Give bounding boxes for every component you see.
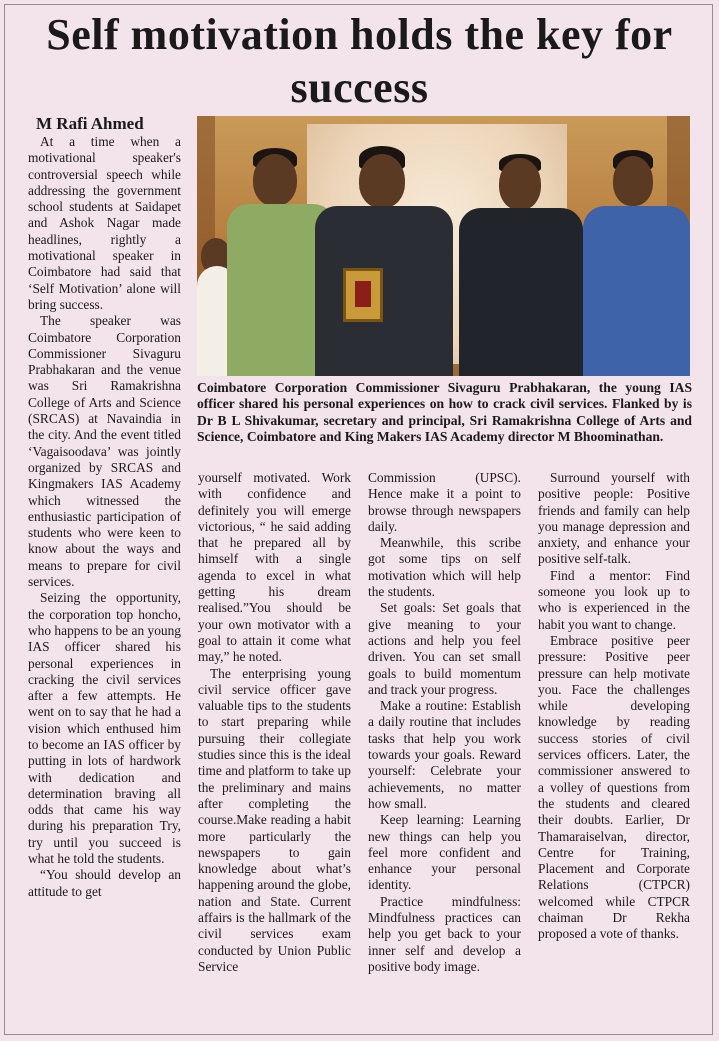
- headline: Self motivation holds the key for success: [46, 10, 673, 112]
- paragraph: yourself motivated. Work with confidence and definitely you will emerge victorious, “ he said adding that he prepared all by himself with a single agenda to excel in what getting his dream realised.”You should be your own motivator with a goal to attain it come what may,” he noted.: [198, 470, 351, 665]
- paragraph: “You should develop an attitude to get: [28, 867, 181, 899]
- article-column-4: [538, 470, 690, 943]
- article-column-2: [198, 470, 351, 975]
- paragraph: Find a mentor: Find someone you look up to who is experienced in the habit you want to change.: [538, 567, 690, 632]
- event-photo: [197, 116, 690, 376]
- paragraph: Seizing the opportunity, the corporation top honcho, who happens to be an young IAS officer shared his personal experiences in cracking the civil services after a few attempts. He went on to say that he had a vision which enthused him to become an IAS officer by putting in lots of hardwork with dedication and determination braving all odds that came his way during his preparation Try, try until you succeed is what he told the students.: [28, 590, 181, 867]
- paragraph: The enterprising young civil service officer gave valuable tips to the students to start preparing while pursuing their collegiate studies since this is the ideal time and platform to take up the preliminary and mains after completing the course.Make reading a habit more particularly the newspapers to gain knowledge about what’s happening around the globe, nation and State. Current affairs is the hallmark of the civil services exam conducted by Union Public Service: [198, 665, 351, 974]
- article-column-1: [28, 134, 181, 900]
- paragraph: Keep learning: Learning new things can help you feel more confident and enhance your personal identity.: [368, 812, 521, 893]
- paragraph: Commission (UPSC). Hence make it a point to browse through newspapers daily.: [368, 470, 521, 534]
- paragraph: At a time when a motivational speaker's controversial speech while addressing the government school students at Saidapet and Ashok Nagar made headlines, rightly a motivational speaker in Coimbatore had said that ‘Self Motivation’ alone will bring success.: [28, 134, 181, 312]
- paragraph: Practice mindfulness: Mindfulness practices can help you get back to your inner self and develop a positive body image.: [368, 893, 521, 974]
- person-young-officer: [315, 146, 453, 376]
- byline: M Rafi Ahmed: [36, 114, 144, 133]
- paragraph: Embrace positive peer pressure: Positive peer pressure can help motivate you. Face the challenges while developing knowledge by reading success stories of civil services officers. Later, the commissioner answered to a volley of questions from the students and cleared their doubts. Earlier, Dr Thamaraiselvan, director, Centre for Training, Placement and Corporate Relations (CTPCR) welcomed while CTPCR chaiman Dr Rekha proposed a vote of thanks.: [538, 632, 690, 942]
- paragraph: Set goals: Set goals that give meaning to your actions and help you feel driven. You can set small goals to build momentum and track your progress.: [368, 600, 521, 697]
- paragraph: The speaker was Coimbatore Corporation Commissioner Sivaguru Prabhakaran and the venue was Sri Ramakrishna College of Arts and Science (SRCAS) at Navaindia in the city. And the event titled ‘Vagaisoodava’ was jointly organized by SRCAS and Kingmakers IAS Academy which witnessed the enthusiastic participation of students who were keen to know about the ways and means to prepare for civil services.: [28, 313, 181, 590]
- award-plaque: [343, 268, 383, 322]
- article-column-3: [368, 470, 521, 975]
- photo-caption: Coimbatore Corporation Commissioner Sivaguru Prabhakaran, the young IAS officer shared his personal experiences on how to crack civil services. Flanked by is Dr B L Shivakumar, secretary and principal, Sri Ramakrishna College of Arts and Science, Coimbatore and King Makers IAS Academy director M Bhoominathan.: [197, 380, 692, 445]
- paragraph: Meanwhile, this scribe got some tips on self motivation which will help the students.: [368, 535, 521, 600]
- paragraph: Surround yourself with positive people: Positive friends and family can help you manage depression and anxiety, and enhance your positive self-talk.: [538, 470, 690, 567]
- person-academy-director: [583, 150, 690, 376]
- paragraph: Make a routine: Establish a daily routine that includes tasks that help you work towards your goals. Reward yourself: Celebrate your achievements, no matter how small.: [368, 698, 521, 811]
- person-principal: [459, 154, 583, 376]
